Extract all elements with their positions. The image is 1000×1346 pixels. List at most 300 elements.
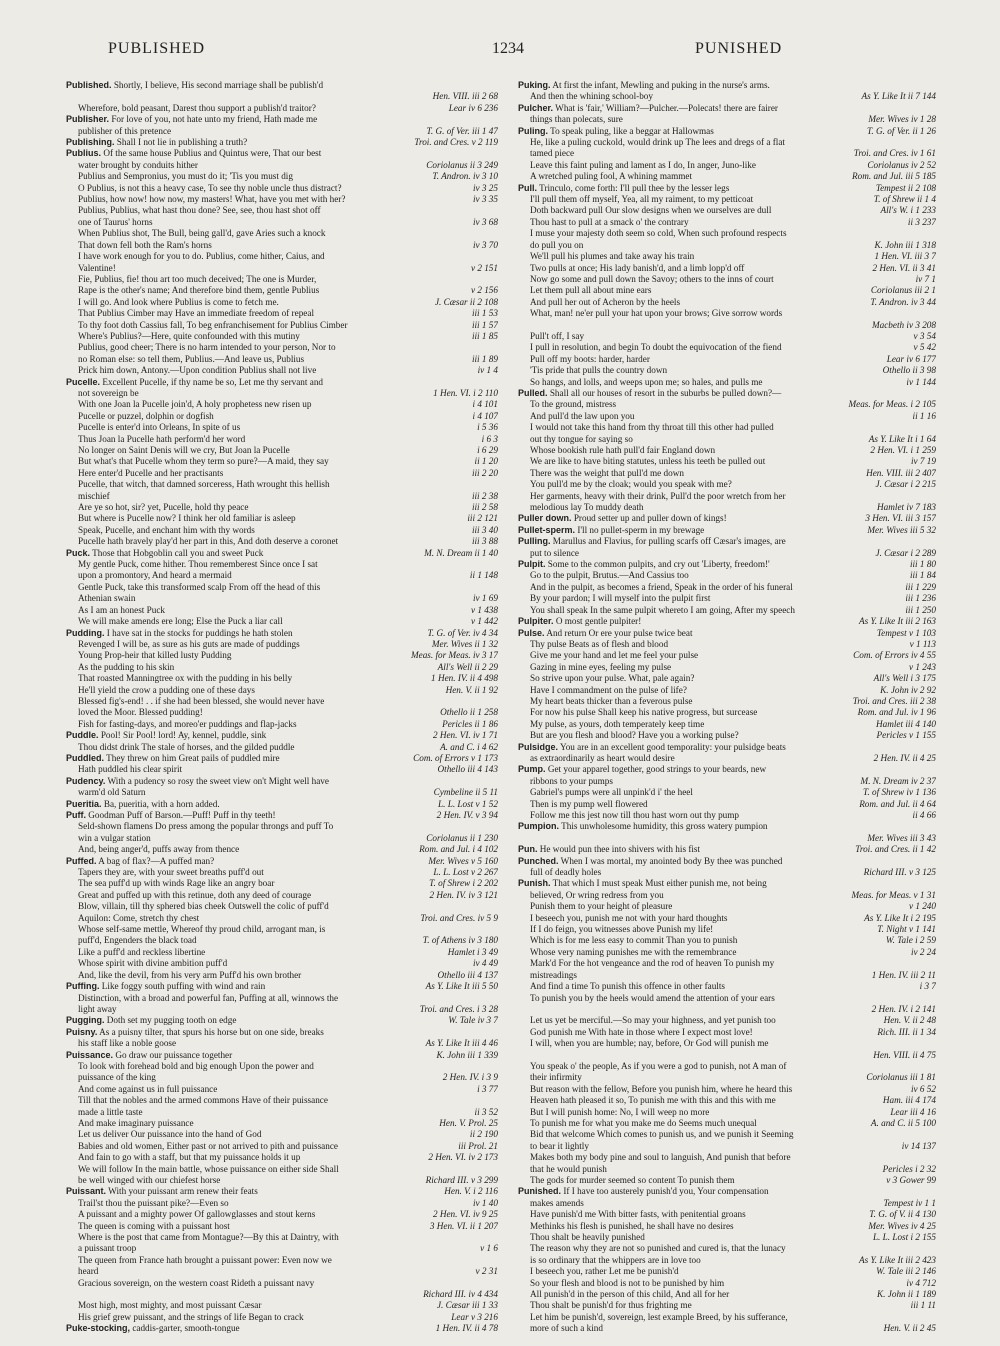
citation-line	[518, 662, 936, 673]
citation-line	[66, 377, 498, 388]
quotation-text: But are you flesh and blood? Have you a working pulse?	[530, 730, 739, 741]
citation-reference: iii 1 236	[901, 593, 936, 604]
quotation-text: a puissant troop	[78, 1243, 137, 1254]
citation-line	[518, 548, 936, 559]
citation-reference: 3 Hen. VI. ii 1 207	[426, 1221, 498, 1232]
dictionary-entry	[518, 525, 936, 536]
citation-line	[66, 650, 498, 661]
citation-reference: Hamlet iii 4 140	[872, 719, 936, 730]
quotation-text: I beseech you, punish me not with your hard thoughts	[530, 912, 728, 923]
citation-line	[518, 434, 936, 445]
citation-line	[518, 856, 936, 867]
citation-reference: ii 3 237	[904, 217, 936, 228]
citation-line	[518, 833, 936, 844]
citation-line	[518, 183, 936, 194]
quotation-text: A bag of flax?—A puffed man?	[98, 855, 215, 866]
quotation-text: Thus Joan la Pucelle hath perform'd her word	[78, 433, 246, 444]
quotation-text: Like foggy south puffing with wind and rain	[101, 981, 266, 992]
headword: Punished.	[518, 1186, 562, 1197]
citation-reference: W. Tale iii 2 146	[872, 1266, 936, 1277]
headword: Pun.	[518, 844, 538, 855]
citation-line	[518, 844, 936, 855]
citation-line	[66, 913, 498, 924]
dictionary-entry	[66, 856, 498, 981]
citation-reference: Hen. VIII. ii 4 75	[869, 1050, 936, 1061]
quotation-text: And fain to go with a staff, but that my puissance holds it up	[78, 1152, 301, 1163]
citation-reference: T. of Athens iv 3 180	[419, 935, 498, 946]
citation-line	[518, 958, 936, 969]
citation-reference: i 4 107	[468, 411, 498, 422]
quotation-text: God punish me With hate in those where I expect most love!	[530, 1026, 753, 1037]
citation-line	[518, 1323, 936, 1334]
quotation-text: My heart beats thicker than a feverous pulse	[530, 695, 693, 706]
citation-line	[66, 297, 498, 308]
citation-line	[66, 764, 498, 775]
dictionary-entry	[66, 148, 498, 376]
quotation-text: is so ordinary that the whippers are in love too	[530, 1254, 701, 1265]
headword: Pulpit.	[518, 559, 546, 570]
citation-reference: As Y. Like It iii 5 50	[422, 981, 498, 992]
dictionary-entry	[518, 628, 936, 742]
citation-line	[66, 160, 498, 171]
citation-reference: v 3 54	[910, 331, 936, 342]
quotation-text: Have punish'd me With bitter fasts, with penitential groans	[530, 1209, 746, 1220]
citation-reference: K. John ii 1 189	[873, 1289, 936, 1300]
quotation-text: as extraordinarily as heart would desire	[530, 752, 675, 763]
citation-line	[518, 947, 936, 958]
citation-reference: iii 1 80	[906, 559, 936, 570]
citation-line	[66, 285, 498, 296]
quotation-text: And pull her out of Acheron by the heels	[530, 296, 681, 307]
quotation-text: Which is for me less easy to commit Than you to punish	[530, 935, 738, 946]
citation-reference: iv 1 4	[474, 365, 498, 376]
citation-line	[518, 388, 936, 399]
quotation-text: Publius, how now! how now, my masters! What, have you met with her?	[78, 194, 346, 205]
dictionary-entry	[66, 628, 498, 731]
quotation-text: For love of you, not hate unto my friend, Hath made me	[111, 114, 318, 125]
citation-reference: As Y. Like It i 2 195	[860, 913, 936, 924]
citation-line	[518, 764, 936, 775]
citation-reference: Hen. V. ii 1 92	[442, 685, 498, 696]
quotation-text: You speak o' the people, As if you were a god to punish, not A man of	[530, 1060, 787, 1071]
citation-line	[518, 377, 936, 388]
quotation-text: one of Taurus' horns	[78, 216, 153, 227]
headword: Pulsidge.	[518, 741, 559, 752]
quotation-text: They threw on him Great pails of puddled mire	[106, 752, 280, 763]
citation-line	[66, 1107, 498, 1118]
citation-reference: T. of Shrew ii 1 4	[870, 194, 936, 205]
citation-line	[66, 354, 498, 365]
citation-line	[518, 1061, 936, 1072]
headword: Puller down.	[518, 513, 572, 524]
citation-reference: As Y. Like It iii 2 163	[855, 616, 936, 627]
quotation-text: things than polecats, sure	[530, 114, 623, 125]
citation-reference: iv 6 52	[907, 1084, 936, 1095]
dictionary-entry	[518, 856, 936, 879]
citation-line	[66, 1095, 498, 1106]
citation-reference: iv 3 35	[469, 194, 498, 205]
citation-reference: M. N. Dream iv 2 37	[857, 776, 936, 787]
quotation-text: Revenged I will be, as sure as his guts are made of puddings	[78, 638, 300, 649]
citation-reference: ii 3 52	[471, 1107, 498, 1118]
citation-reference: iv 3 68	[469, 217, 498, 228]
citation-reference: iii 2 20	[468, 468, 498, 479]
citation-line	[66, 1118, 498, 1129]
quotation-text: So your flesh and blood is not to be punished by him	[530, 1277, 725, 1288]
quotation-text: Let them pull all about mine ears	[530, 285, 652, 296]
citation-line	[518, 993, 936, 1004]
citation-line	[518, 787, 936, 798]
quotation-text: ribbons to your pumps	[530, 775, 613, 786]
citation-line	[66, 799, 498, 810]
citation-line	[518, 570, 936, 581]
headword: Puling.	[518, 125, 548, 136]
citation-line	[66, 456, 498, 467]
citation-line	[518, 1152, 936, 1163]
quotation-text: Publius, Publius, what hast thou done? See, see, thou hast shot off	[78, 205, 321, 216]
citation-line	[66, 719, 498, 730]
citation-reference: Mer. Wives iii 5 32	[863, 525, 936, 536]
citation-reference: Coriolanus ii 3 249	[422, 160, 498, 171]
citation-reference: Troi. and Cres. iv 5 9	[416, 913, 498, 924]
citation-line	[66, 502, 498, 513]
dictionary-entry	[66, 799, 498, 810]
quotation-text: And then the whining school-boy	[530, 91, 653, 102]
quotation-text: Methinks his flesh is punished, he shall have no desires	[530, 1220, 734, 1231]
citation-line	[66, 993, 498, 1004]
citation-reference: Rich. III. ii 1 34	[873, 1027, 936, 1038]
citation-reference: i 4 101	[468, 399, 498, 410]
citation-reference: iv 7 19	[907, 456, 936, 467]
quotation-text: If I do feign, you witnesses above Punish my life!	[530, 924, 714, 935]
citation-line	[518, 616, 936, 627]
citation-reference: iv 4 49	[469, 958, 498, 969]
citation-line	[66, 1278, 498, 1289]
quotation-text: Rape is the other's name; And therefore bind them, gentle Publius	[78, 285, 320, 296]
dictionary-entry	[518, 844, 936, 855]
citation-reference: 2 Hen. VI. iv 2 173	[424, 1152, 498, 1163]
citation-line	[518, 468, 936, 479]
quotation-text: that he would punish	[530, 1163, 607, 1174]
citation-line	[66, 833, 498, 844]
citation-line	[518, 297, 936, 308]
citation-reference: Meas. for Meas. i 2 105	[844, 399, 936, 410]
citation-reference: ii 1 20	[471, 456, 498, 467]
quotation-text: Fie, Publius, fie! thou art too much deceived; The one is Murder,	[78, 273, 317, 284]
citation-reference: 1 Hen. VI. iii 3 7	[871, 251, 937, 262]
citation-line	[518, 365, 936, 376]
quotation-text: You pull'd me by the cloak; would you speak with me?	[530, 479, 732, 490]
quotation-text: He, like a puling cuckold, would drink up The lees and dregs of a flat	[530, 137, 785, 148]
quotation-text: By your pardon; I will myself into the pulpit first	[530, 593, 711, 604]
quotation-text: I'll pull them off myself, Yea, all my raiment, to my petticoat	[530, 194, 754, 205]
citation-reference: 2 Hen. IV. ii 4 25	[870, 753, 936, 764]
headword: Publisher.	[66, 114, 110, 125]
citation-line	[518, 707, 936, 718]
citation-line	[518, 696, 936, 707]
quotation-text: Great and puffed up with this retinue, doth any deed of courage	[78, 889, 312, 900]
citation-line	[66, 479, 498, 490]
citation-line	[518, 1107, 936, 1118]
citation-reference: Tempest iv 1 1	[880, 1198, 937, 1209]
citation-line	[518, 285, 936, 296]
headword: Puisny.	[66, 1026, 98, 1037]
quotation-text: Whose spirit with divine ambition puff'd	[78, 958, 228, 969]
quotation-text: 'Tis pride that pulls the country down	[530, 365, 668, 376]
quotation-text: You are in an excellent good temporality: your pulsidge beats	[559, 741, 786, 752]
dictionary-entry	[518, 878, 936, 1186]
quotation-text: Let us yet be merciful.—So may your highness, and yet punish too	[530, 1015, 776, 1026]
quotation-text: believed, Or wring redress from you	[530, 889, 664, 900]
citation-reference: Tempest ii 2 108	[872, 183, 936, 194]
citation-line	[518, 445, 936, 456]
quotation-text: full of deadly holes	[530, 867, 602, 878]
citation-line	[66, 696, 498, 707]
citation-reference: iii 1 89	[468, 354, 498, 365]
citation-reference: Othello ii 3 98	[879, 365, 936, 376]
citation-reference: Troi. and Cres. iii 2 38	[849, 696, 936, 707]
citation-reference: T. Andron. iv 3 44	[866, 297, 936, 308]
quotation-text: But where is Pucelle now? I think her old familiar is asleep	[78, 513, 296, 524]
citation-line	[66, 924, 498, 935]
citation-reference: iii 1 84	[906, 570, 936, 581]
citation-reference: v 5 42	[910, 342, 936, 353]
quotation-text: He would pun thee into shivers with his fist	[539, 844, 701, 855]
citation-line	[66, 947, 498, 958]
citation-line	[518, 1129, 936, 1140]
citation-reference: Com. of Errors iv 4 55	[849, 650, 936, 661]
citation-reference: Hen. V. ii 2 48	[880, 1015, 936, 1026]
citation-line	[518, 981, 936, 992]
citation-line	[66, 1061, 498, 1072]
citation-line	[518, 536, 936, 547]
quotation-text: Publius and Sempronius, you must do it; 'Tis you must dig	[78, 171, 293, 182]
headword: Puck.	[66, 547, 91, 558]
quotation-text: Aquilon: Come, stretch thy chest	[78, 912, 200, 923]
citation-line	[66, 901, 498, 912]
citation-line	[66, 844, 498, 855]
citation-line	[66, 365, 498, 376]
quotation-text: Gabriel's pumps were all unpink'd i' the heel	[530, 787, 693, 798]
quotation-text: We will follow In the main battle, whose puissance on either side Shall	[78, 1163, 339, 1174]
citation-reference: v 3 Gower 99	[882, 1175, 936, 1186]
citation-reference: Troi. and Cres. iv 1 61	[850, 148, 936, 159]
citation-line	[518, 1186, 936, 1197]
citation-reference: Coriolanus iv 2 52	[863, 160, 936, 171]
dictionary-entry	[518, 1186, 936, 1334]
quotation-text: The queen is coming with a puissant host	[78, 1220, 230, 1231]
citation-line	[66, 1323, 498, 1334]
headword: Puddle.	[66, 730, 99, 741]
citation-line	[66, 981, 498, 992]
dictionary-entry	[518, 616, 936, 627]
quotation-text: puissance of the king	[78, 1072, 156, 1083]
headword: Pulse.	[518, 627, 545, 638]
citation-line	[518, 1118, 936, 1129]
quotation-text: no Roman else: so tell them, Publius.—And leave us, Publius	[78, 353, 305, 364]
quotation-text: We are like to have biting statutes, unless his teeth be pulled out	[530, 456, 766, 467]
headword: Pullet-sperm.	[518, 524, 576, 535]
dictionary-entry	[66, 981, 498, 1015]
headword: Pulcher.	[518, 102, 554, 113]
citation-line	[518, 411, 936, 422]
citation-reference: iii 2 58	[468, 502, 498, 513]
citation-line	[66, 1084, 498, 1095]
citation-reference: W. Tale i 2 59	[882, 935, 936, 946]
citation-line	[66, 525, 498, 536]
quotation-text: If I have too austerely punish'd you, Your compensation	[563, 1186, 769, 1197]
citation-reference: iii 3 88	[468, 536, 498, 547]
citation-line	[66, 1152, 498, 1163]
quotation-text: Babies and old women, Either past or not arrived to pith and puissance	[78, 1140, 338, 1151]
citation-reference: iv 4 712	[902, 1278, 936, 1289]
headword: Punched.	[518, 855, 559, 866]
citation-reference: As Y. Like It iii 4 46	[422, 1038, 498, 1049]
quotation-text: Blessed fig's-end! . . if she had been blessed, she would never have	[78, 695, 325, 706]
quotation-text: My pulse, as yours, doth temperately keep time	[530, 718, 705, 729]
quotation-text: Thou shalt be heavily punished	[530, 1232, 645, 1243]
dictionary-entry	[518, 183, 936, 388]
quotation-text: When Publius shot, The Bull, being gall'd, gave Aries such a knock	[78, 228, 326, 239]
citation-line	[66, 183, 498, 194]
quotation-text: Marullus and Flavius, for pulling scarfs off Cæsar's images, are	[552, 536, 786, 547]
quotation-text: Most high, most mighty, and most puissant Cæsar	[78, 1300, 262, 1311]
quotation-text: That down fell both the Ram's horns	[78, 239, 212, 250]
quotation-text: A wretched puling fool, A whining mammet	[530, 171, 693, 182]
left-column	[66, 80, 498, 1336]
quotation-text: Those that Hobgoblin call you and sweet Puck	[92, 547, 264, 558]
citation-line	[66, 673, 498, 684]
citation-reference: Macbeth iv 3 208	[868, 320, 936, 331]
citation-reference: Troi. and Cres. i 3 28	[416, 1004, 498, 1015]
headword: Pucelle.	[66, 376, 101, 387]
citation-reference: v 2 151	[467, 263, 498, 274]
quotation-text: The reason why they are not so punished and cured is, that the lunacy	[530, 1243, 786, 1254]
citation-reference: i 6 3	[478, 434, 498, 445]
citation-reference: iii 2 38	[468, 491, 498, 502]
citation-line	[518, 217, 936, 228]
quotation-text: I pull in resolution, and begin To doubt the equivocation of the fiend	[530, 342, 782, 353]
citation-line	[518, 1175, 936, 1186]
citation-reference: Lear iv 6 177	[883, 354, 936, 365]
quotation-text: Pull't off, I say	[530, 330, 585, 341]
citation-reference: 2 Hen. IV. v 3 94	[433, 810, 498, 821]
citation-line	[518, 1004, 936, 1015]
citation-line	[518, 331, 936, 342]
citation-reference: v 1 6	[476, 1243, 498, 1254]
headword: Puissant.	[66, 1186, 107, 1197]
dictionary-entry	[66, 548, 498, 628]
headword: Pump.	[518, 764, 546, 775]
citation-reference: Hamlet i 3 49	[444, 947, 498, 958]
citation-line	[518, 628, 936, 639]
citation-reference: J. Cæsar ii 2 108	[431, 297, 498, 308]
quotation-text: out thy tongue for saying so	[530, 433, 633, 444]
quotation-text: So hangs, and lolls, and weeps upon me; so hales, and pulls me	[530, 376, 763, 387]
dictionary-entry	[518, 103, 936, 126]
citation-reference: Coriolanus iii 2 1	[867, 285, 936, 296]
quotation-text: He'll yield the crow a pudding one of these days	[78, 684, 255, 695]
citation-line	[518, 525, 936, 536]
quotation-text: loved the Moor. Blessed pudding!	[78, 707, 203, 718]
citation-line	[66, 1015, 498, 1026]
citation-reference: 2 Hen. IV. iv 3 121	[426, 890, 498, 901]
headword: Pueritia.	[66, 798, 102, 809]
quotation-text: Give me your hand and let me feel your pulse	[530, 650, 699, 661]
citation-line	[518, 171, 936, 182]
citation-line	[518, 1095, 936, 1106]
citation-line	[518, 126, 936, 137]
dictionary-entry	[66, 377, 498, 548]
quotation-text: Athenian swain	[78, 593, 136, 604]
quotation-text: Thy pulse Beats as of flesh and blood	[530, 638, 669, 649]
dictionary-entry	[518, 126, 936, 183]
citation-reference: ii 2 190	[466, 1129, 498, 1140]
citation-reference: T. G. of Ver. iv 4 34	[423, 628, 498, 639]
citation-reference: Troi. and Cres. ii 1 42	[851, 844, 936, 855]
quotation-text: Doth backward pull Our slow designs when we ourselves are dull	[530, 205, 772, 216]
quotation-text: Follow me this jest now till thou hast worn out thy pump	[530, 810, 740, 820]
quotation-text: And, like the devil, from his very arm Puff'd his own brother	[78, 969, 302, 980]
citation-line	[66, 137, 498, 148]
citation-reference: Ham. iii 4 174	[879, 1095, 936, 1106]
citation-line	[66, 1266, 498, 1277]
citation-reference: v 2 156	[467, 285, 498, 296]
headword: Pull.	[518, 182, 538, 193]
citation-line	[518, 1266, 936, 1277]
quotation-text: more of such a kind	[530, 1323, 603, 1334]
quotation-text: To look with forehead bold and big enough Upon the power and	[78, 1060, 314, 1071]
dictionary-entry	[518, 742, 936, 765]
citation-line	[518, 1050, 936, 1061]
citation-line	[66, 810, 498, 821]
dictionary-entry	[66, 730, 498, 753]
quotation-text: Where is the post that came from Montague?—By this at Daintry, with	[78, 1232, 339, 1243]
citation-reference: Pericles v 1 155	[873, 730, 936, 741]
dictionary-entry	[518, 536, 936, 559]
quotation-text: I will go. And look where Publius is come to fetch me.	[78, 296, 279, 307]
citation-reference: J. Cæsar iii 1 33	[433, 1300, 498, 1311]
quotation-text: Shall all our houses of resort in the suburbs be pulled down?—	[549, 387, 782, 398]
citation-reference: iv 1 69	[469, 593, 498, 604]
citation-line	[518, 513, 936, 524]
quotation-text: Publius, good cheer; There is no harm intended to your person, Nor to	[78, 342, 336, 353]
citation-line	[518, 148, 936, 159]
quotation-text: Gracious sovereign, on the western coast Rideth a puissant navy	[78, 1277, 315, 1288]
citation-reference: T. of Shrew i 2 202	[425, 878, 498, 889]
citation-line	[66, 171, 498, 182]
citation-line	[66, 787, 498, 798]
quotation-text: I would not take this hand from thy throat till this other had pulled	[530, 422, 774, 433]
citation-reference: M. N. Dream ii 1 40	[420, 548, 498, 559]
citation-line	[66, 1289, 498, 1300]
quotation-text: Doth set my pugging tooth on edge	[106, 1015, 237, 1026]
quotation-text: And in the pulpit, as becomes a friend, Speak in the order of his funeral	[530, 581, 793, 592]
quotation-text: their infirmity	[530, 1072, 582, 1083]
citation-line	[66, 1004, 498, 1015]
quotation-text: Are ye so hot, sir? yet, Pucelle, hold thy peace	[78, 502, 249, 513]
quotation-text: mistreadings	[530, 969, 577, 980]
citation-line	[66, 1209, 498, 1220]
quotation-text: To speak puling, like a beggar at Hallowmas	[550, 125, 714, 136]
quotation-text: Trail'st thou the puissant pike?—Even so	[78, 1197, 229, 1208]
citation-reference: iv 1 40	[469, 1198, 498, 1209]
quotation-text: heard	[78, 1266, 99, 1277]
quotation-text: puff'd, Engenders the black toad	[78, 935, 197, 946]
quotation-text: Seld-shown flamens Do press among the popular throngs and puff To	[78, 821, 334, 832]
citation-line	[66, 274, 498, 285]
citation-line	[518, 342, 936, 353]
